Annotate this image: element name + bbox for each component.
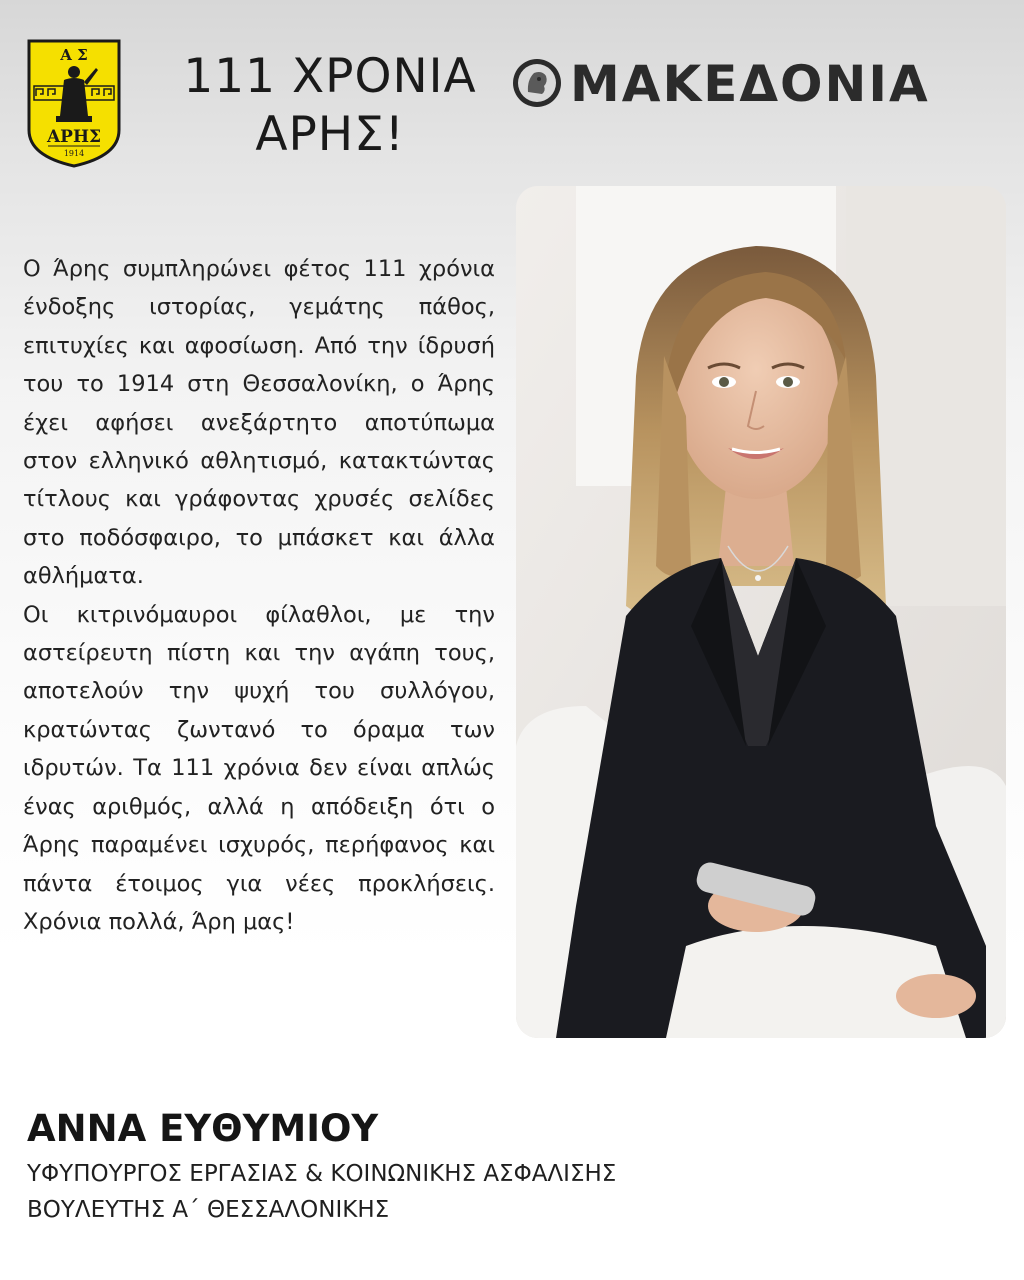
aris-club-crest-icon xyxy=(26,38,122,168)
signature-role-1: ΥΦΥΠΟΥΡΓΟΣ ΕΡΓΑΣΙΑΣ & ΚΟΙΝΩΝΙΚΗΣ ΑΣΦΑΛΙΣΗΣ xyxy=(27,1161,617,1187)
title-line-1: 111 ΧΡΟΝΙΑ xyxy=(183,49,477,104)
signature-name: ΑΝΝΑ ΕΥΘΥΜΙΟΥ xyxy=(27,1107,379,1150)
article-text xyxy=(23,250,495,941)
crest-year: 1914 xyxy=(63,149,85,158)
title-line-2: ΑΡΗΣ! xyxy=(255,107,405,162)
article-paragraph-1: Ο Άρης συμπληρώνει φέτος 111 χρόνια ένδοξης ιστορίας, γεμάτης πάθος, επιτυχίες και αφοσίωση. Από την ίδρυσή του το 1914 στη Θεσσαλονίκη, ο Άρης έχει αφήσει ανεξάρτητο αποτύπωμα στον ελληνικό αθλητισμό, κατακτώντας τίτλους και γράφοντας χρυσές σελίδες στο ποδόσφαιρο, το μπάσκετ και άλλα αθλήματα. xyxy=(23,256,495,590)
portrait-photo xyxy=(516,186,1006,1038)
makedonia-logo xyxy=(512,56,1012,116)
crest-name: ΑΡΗΣ xyxy=(46,127,102,147)
article-paragraph-2: Οι κιτρινόμαυροι φίλαθλοι, με την αστείρευτη πίστη και την αγάπη τους, αποτελούν την ψυχή του συλλόγου, κρατώντας ζωντανό το όραμα των ιδρυτών. Τα 111 χρόνια δεν είναι απλώς ένας αριθμός, αλλά η απόδειξη ότι ο Άρης παραμένει ισχυρός, περήφανος και πάντα έτοιμος για νέες προκλήσεις. Χρόνια πολλά, Άρη μας! xyxy=(23,601,495,935)
page-title xyxy=(150,48,510,164)
crest-top-text: Α Σ xyxy=(60,46,88,64)
makedonia-coin-seal-icon xyxy=(512,58,562,108)
makedonia-brand-name: ΜΑΚΕΔΟΝΙΑ xyxy=(570,55,930,113)
signature-role-2: ΒΟΥΛΕΥΤΗΣ Α΄ ΘΕΣΣΑΛΟΝΙΚΗΣ xyxy=(27,1197,390,1223)
